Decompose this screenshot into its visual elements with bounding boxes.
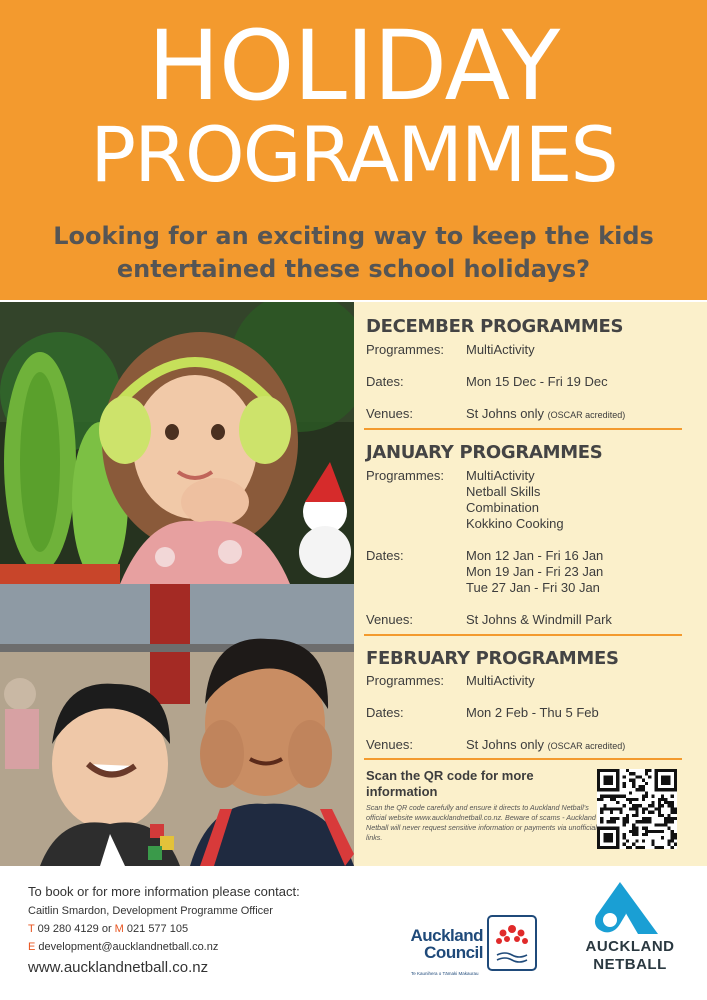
january-date-item: Tue 27 Jan - Fri 30 Jan [466,580,600,595]
february-venue-name: St Johns only [466,737,545,752]
january-programme-item: Netball Skills [466,484,541,499]
january-date-item: Mon 19 Jan - Fri 23 Jan [466,564,604,579]
netball-word-1: AUCKLAND [585,938,675,955]
december-dates-label: Dates: [366,374,404,389]
december-date-item: Mon 15 Dec - Fri 19 Dec [466,374,608,389]
council-word-2: Council [424,943,483,962]
contact-person: Caitlin Smardon, Development Programme Officer [28,905,273,917]
february-dates-label: Dates: [366,705,404,720]
subtitle-line-1: Looking for an exciting way to keep the kids [53,222,654,250]
netball-a-icon [592,880,662,936]
contact-heading: To book or for more information please contact: [28,884,300,899]
auckland-council-logo [411,915,539,977]
december-venue [466,406,625,423]
december-title: DECEMBER PROGRAMMES [366,316,624,337]
december-programme-item: MultiActivity [466,342,535,357]
february-venues-label: Venues: [366,737,413,752]
january-date-item: Mon 12 Jan - Fri 16 Jan [466,548,604,563]
divider [364,428,682,430]
january-programme-item: MultiActivity [466,468,535,483]
netball-word-2: NETBALL [593,956,667,973]
january-dates-label: Dates: [366,548,404,563]
phone-prefix: T [28,923,35,935]
december-programmes-label: Programmes: [366,342,445,357]
december-venue-name: St Johns only [466,406,545,421]
contact-email [28,941,218,953]
contact-phones [28,923,188,935]
february-title: FEBRUARY PROGRAMMES [366,648,619,669]
february-date-item: Mon 2 Feb - Thu 5 Feb [466,705,599,720]
february-programmes-label: Programmes: [366,673,445,688]
february-venue-note: (OSCAR acredited) [547,741,626,751]
photo-two-boys [0,584,354,866]
january-title: JANUARY PROGRAMMES [366,442,603,463]
auckland-netball-logo [570,880,690,980]
january-programme-item: Combination [466,500,539,515]
mobile-number[interactable]: 021 577 105 [126,923,189,935]
qr-scam-note: Scan the QR code carefully and ensure it directs to Auckland Netball's official website www.aucklandnetball.co.nz. Beware of scams - Auckland Netball will never request sensitive information or payments via unofficial links. [366,803,597,842]
phone-number[interactable]: 09 280 4129 or [37,923,112,935]
february-programme-item: MultiActivity [466,673,535,688]
mobile-prefix: M [114,923,124,935]
january-venue-name: St Johns & Windmill Park [466,612,612,627]
email-link[interactable]: development@aucklandnetball.co.nz [38,941,219,953]
website-link[interactable]: www.aucklandnetball.co.nz [28,959,209,976]
qr-heading: Scan the QR code for more information [366,768,534,799]
subtitle [20,220,687,286]
council-motto: Te Kaunihera o Tāmaki Makaurau [411,971,479,976]
title-line-1: HOLIDAY [147,10,560,122]
email-prefix: E [28,941,36,953]
divider [364,758,682,760]
december-venues-label: Venues: [366,406,413,421]
photo-girl-christmas [0,302,354,584]
pohutukawa-icon [487,915,539,973]
divider [364,634,682,636]
january-programme-item: Kokkino Cooking [466,516,564,531]
december-venue-note: (OSCAR acredited) [547,410,626,420]
council-word-1: Auckland [410,926,483,945]
programmes-panel [354,302,707,866]
qr-code[interactable] [597,769,677,849]
january-venues-label: Venues: [366,612,413,627]
january-programmes-label: Programmes: [366,468,445,483]
february-venue [466,737,625,754]
header-banner [0,0,707,300]
title-line-2: PROGRAMMES [90,110,617,199]
subtitle-line-2: entertained these school holidays? [116,255,591,283]
